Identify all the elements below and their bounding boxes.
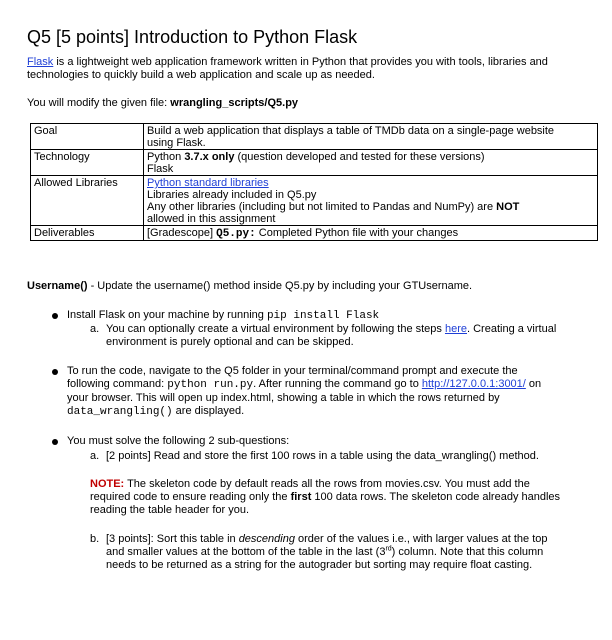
deliverables-key: Deliverables <box>31 226 144 241</box>
bullet-3 <box>52 439 58 445</box>
technology-value: Python 3.7.x only (question developed and tested for these versions) Flask <box>144 150 598 176</box>
username-text: - Update the username() method inside Q5.py by including your GTUsername. <box>87 280 473 292</box>
pip-command: pip install Flask <box>266 310 380 322</box>
table-row-technology <box>31 150 598 176</box>
modify-instruction <box>27 97 298 110</box>
note-paragraph: NOTE: The skeleton code by default reads all the rows from movies.csv. You must add the required code to ensure reading only the first 100 data rows. The skeleton code already handles reading the table header for you. <box>90 478 561 516</box>
data-wrangling-code: data_wrangling() <box>67 406 173 418</box>
intro-paragraph <box>27 56 599 82</box>
libraries-value: Python standard libraries Libraries already included in Q5.py Any other libraries (including but not limited to Pandas and NumPy) are NOT allowed in this assignment <box>144 176 598 226</box>
modify-file: wrangling_scripts/Q5.py <box>170 97 299 109</box>
bullet-1a-label: a. <box>90 323 100 335</box>
python-stdlib-link[interactable]: Python standard libraries <box>147 177 269 189</box>
flask-link[interactable]: Flask <box>27 56 54 68</box>
page-title: Q5 [5 points] Introduction to Python Flask <box>27 27 358 47</box>
table-row-goal <box>31 124 598 150</box>
bullet-3b-label: b. <box>90 533 100 545</box>
requirements-table <box>30 123 598 241</box>
bullet-1 <box>52 313 58 319</box>
bullet-3b-text: [3 points]: Sort this table in descending order of the values i.e., with larger values at the top and smaller values at the bottom of the table in the last (3rd) column. Note that this column needs to be returned as a string for the autograder but sorting may require float casting. <box>106 533 548 571</box>
table-row-libraries <box>31 176 598 226</box>
username-label: Username() <box>27 280 88 292</box>
modify-text: You will modify the given file: <box>27 97 171 109</box>
bullet-3a-label: a. <box>90 450 100 462</box>
venv-here-link[interactable]: here <box>444 323 467 335</box>
intro-line2: technologies to quickly build a web application and scale up as needed. <box>27 69 375 81</box>
note-label: NOTE: <box>90 478 125 490</box>
run-command: python run.py <box>167 379 254 391</box>
localhost-link[interactable]: http://127.0.0.1:3001/ <box>421 378 526 390</box>
bullet-2-text: To run the code, navigate to the Q5 folder in your terminal/command prompt and execute the following command: python run.py. After running the command go to http://127.0.0.1:3001/ on your browser. This will open up index.html, showing a table in which the rows returned by data_wrangling() are displayed. <box>67 365 542 418</box>
intro-line1: is a lightweight web application framework written in Python that provides you with tools, libraries and <box>53 56 548 68</box>
bullet-3-text: You must solve the following 2 sub-questions: <box>67 435 290 447</box>
bullet-2 <box>52 369 58 375</box>
bullet-1a-text: You can optionally create a virtual environment by following the steps here. Creating a virtual environment is purely optional and can be skipped. <box>106 323 557 348</box>
table-row-deliverables <box>31 226 598 241</box>
goal-key: Goal <box>31 124 144 150</box>
username-section <box>27 280 472 293</box>
bullet-3a-text: [2 points] Read and store the first 100 rows in a table using the data_wrangling() method. <box>106 450 539 462</box>
technology-key: Technology <box>31 150 144 176</box>
goal-value: Build a web application that displays a table of TMDb data on a single-page website using Flask. <box>144 124 598 150</box>
libraries-key: Allowed Libraries <box>31 176 144 226</box>
deliverables-value: [Gradescope] Q5.py: Completed Python file with your changes <box>144 226 598 241</box>
bullet-1-text: Install Flask on your machine by running pip install Flask <box>67 309 380 322</box>
